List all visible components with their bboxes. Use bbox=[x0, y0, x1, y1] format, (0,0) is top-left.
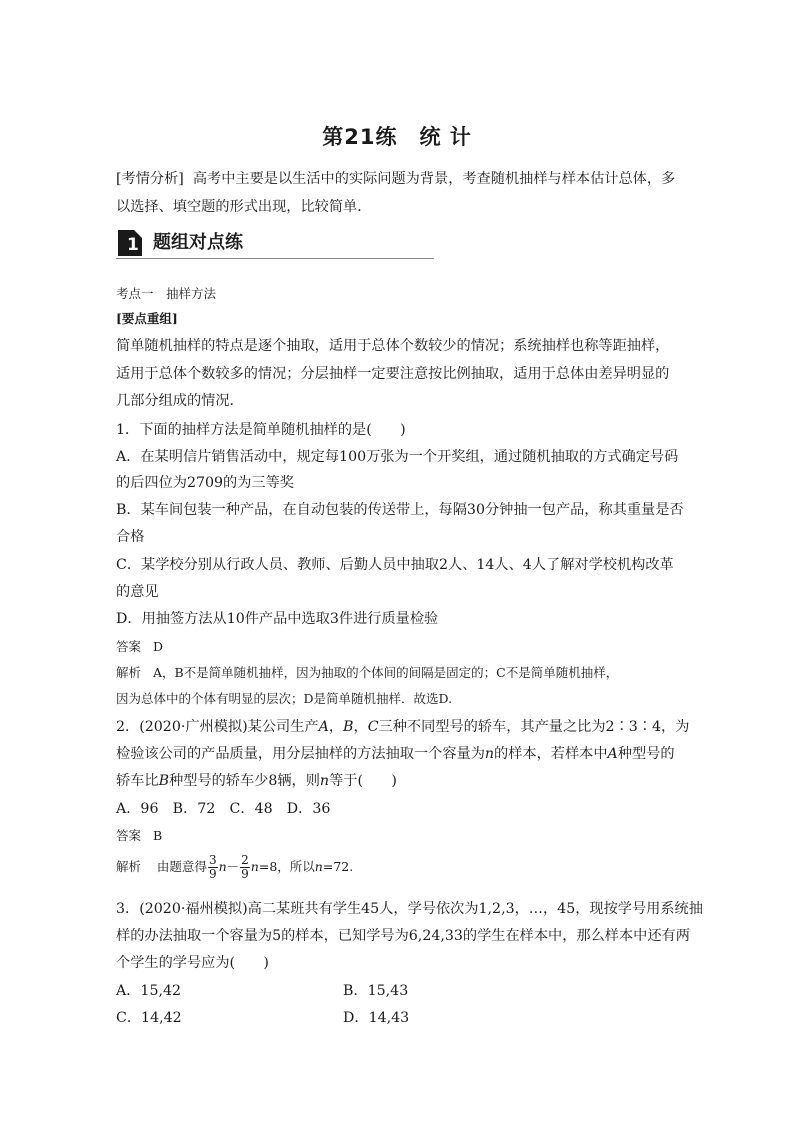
fraction bbox=[240, 854, 250, 881]
q2-stem-line-3 bbox=[116, 770, 397, 790]
q2-var: A bbox=[607, 746, 618, 762]
q2-answer bbox=[116, 826, 162, 844]
q2-var: n bbox=[314, 859, 323, 874]
q2-stem-text: 检验该公司的产品质量，用分层抽样的方法抽取一个容量为 bbox=[116, 746, 485, 762]
q1-option-c-line-2: 的意见 bbox=[116, 584, 159, 600]
analysis-text: 高考中主要是以生活中的实际问题为背景，考查随机抽样与样本估计总体，多以选择、填空题的形式出现，比较简单． bbox=[116, 171, 676, 215]
q2-var: B bbox=[158, 773, 170, 789]
q2-answer-label: 答案 bbox=[116, 828, 142, 843]
q3-option-b: B．15,43 bbox=[343, 983, 409, 999]
q3-stem-line-3: 个学生的学号应为( ) bbox=[116, 955, 269, 971]
q1-option-a-line-2: 的后四位为2709的为三等奖 bbox=[116, 475, 294, 491]
q1-answer bbox=[116, 637, 163, 655]
q1-solution-label: 解析 bbox=[116, 665, 142, 680]
q1-option-c-line-1: C．某学校分别从行政人员、教师、后勤人员中抽取2人、14人、4人了解对学校机构改革 bbox=[116, 557, 674, 573]
q2-stem-text: 2．(2020·广州模拟)某公司生产 bbox=[116, 719, 319, 735]
page-title bbox=[0, 121, 794, 151]
q1-stem: 1．下面的抽样方法是简单随机抽样的是( ) bbox=[116, 422, 406, 438]
q2-solution-text: =72. bbox=[322, 859, 354, 874]
q1-option-a-line-1: A．在某明信片销售活动中，规定每100万张为一个开奖组，通过随机抽取的方式确定号码 bbox=[116, 449, 679, 465]
fraction-numerator: 2 bbox=[241, 853, 249, 867]
q1-answer-value: D bbox=[152, 639, 163, 654]
q2-stem-text: 三种不同型号的轿车，其产量之比为2∶3∶4，为 bbox=[378, 719, 690, 735]
q2-var: B bbox=[343, 719, 354, 735]
fraction-denominator: 9 bbox=[208, 867, 217, 881]
q2-stem-text: 等于( ) bbox=[329, 773, 397, 789]
q2-stem-line-1 bbox=[116, 716, 689, 736]
q2-var: C bbox=[367, 719, 379, 735]
q3-stem-line-2: 样的办法抽取一个容量为5的样本，已知学号为6,24,33的学生在样本中，那么样本中还有两 bbox=[116, 928, 690, 944]
q1-option-d: D．用抽签方法从10件产品中选取3件进行质量检验 bbox=[116, 611, 439, 627]
section-underline bbox=[116, 258, 434, 259]
title-part-2: 统 计 bbox=[419, 125, 472, 149]
q2-solution-text: 由题意得 bbox=[156, 859, 207, 874]
q2-sep: ， bbox=[328, 719, 344, 735]
section-header bbox=[116, 229, 436, 261]
q3-option-a: A．15,42 bbox=[116, 983, 182, 999]
q1-solution-text-1: A，B不是简单随机抽样，因为抽取的个体间的间隔是固定的；C不是简单随机抽样， bbox=[152, 665, 619, 680]
q3-option-d: D．14,43 bbox=[343, 1010, 410, 1026]
q2-var: n bbox=[218, 859, 227, 874]
q2-solution-label: 解析 bbox=[116, 859, 142, 874]
exam-analysis-paragraph bbox=[116, 166, 682, 221]
title-part-1: 第21练 bbox=[322, 125, 398, 149]
q2-var: n bbox=[250, 859, 259, 874]
q2-stem-text: 种型号的轿车少8辆，则 bbox=[169, 773, 320, 789]
key-points-tag: [要点重组] bbox=[116, 311, 178, 326]
topic-label: 考点一 抽样方法 bbox=[116, 286, 217, 301]
q2-var: n bbox=[484, 746, 495, 762]
q2-solution-text: =8，所以 bbox=[258, 859, 315, 874]
q2-var: A bbox=[318, 719, 329, 735]
q2-var: n bbox=[319, 773, 330, 789]
minus-sign: － bbox=[226, 859, 240, 874]
q1-option-b-line-1: B．某车间包装一种产品，在自动包装的传送带上，每隔30分钟抽一包产品，称其重量是否 bbox=[116, 502, 684, 518]
q1-solution-line-1 bbox=[116, 663, 618, 681]
q2-stem-text: 轿车比 bbox=[116, 773, 159, 789]
q1-solution-line-2: 因为总体中的个体有明显的层次；D是简单随机抽样．故选D. bbox=[116, 691, 453, 706]
badge-number: 1 bbox=[127, 235, 139, 255]
key-points-paragraph: 简单随机抽样的特点是逐个抽取，适用于总体个数较少的情况；系统抽样也称等距抽样，适用于总体个数较多的情况；分层抽样一定要注意按比例抽取，适用于总体由差异明显的几部分组成的情况． bbox=[116, 338, 670, 409]
q2-stem-text: 种型号的 bbox=[617, 746, 675, 762]
fraction-numerator: 3 bbox=[208, 853, 217, 867]
q2-answer-value: B bbox=[152, 828, 163, 843]
fraction-denominator: 9 bbox=[241, 867, 249, 881]
q2-stem-line-2 bbox=[116, 743, 675, 763]
analysis-tag: [考情分析] bbox=[116, 171, 184, 187]
section-number-badge-icon bbox=[118, 230, 142, 256]
section-label: 题组对点练 bbox=[153, 232, 243, 253]
q3-stem-line-1: 3．(2020·福州模拟)高二某班共有学生45人，学号依次为1,2,3，…，45，现按学号用系统抽 bbox=[116, 901, 703, 917]
q2-options: A．96 B．72 C．48 D．36 bbox=[116, 801, 331, 817]
q2-stem-text: 的样本，若样本中 bbox=[494, 746, 608, 762]
fraction bbox=[208, 854, 218, 881]
q2-solution bbox=[116, 854, 353, 881]
q2-sep: ， bbox=[353, 719, 368, 735]
q1-answer-label: 答案 bbox=[116, 639, 142, 654]
q1-option-b-line-2: 合格 bbox=[116, 529, 145, 545]
q3-option-c: C．14,42 bbox=[116, 1010, 182, 1026]
